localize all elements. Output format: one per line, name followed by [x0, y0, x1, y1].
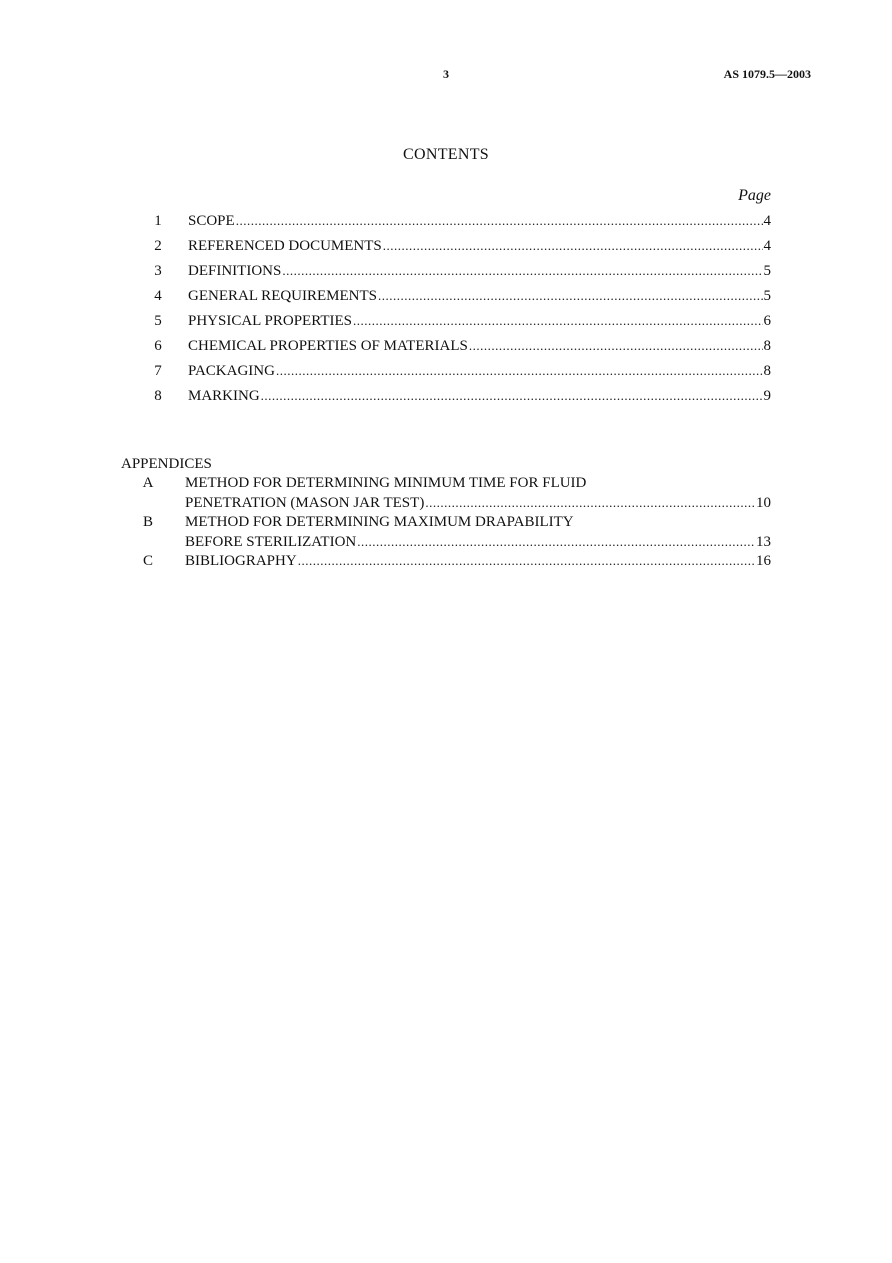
- toc-entry-number: 8: [154, 388, 162, 404]
- appendix-page: 13: [756, 534, 771, 550]
- toc-entry-number: 2: [154, 238, 162, 254]
- toc-entry-page: 5: [763, 288, 771, 304]
- toc-entry-referenced-documents[interactable]: [0, 235, 892, 260]
- dot-leader: [383, 238, 763, 254]
- toc-entry-number: 4: [154, 288, 162, 304]
- toc-entry-title: REFERENCED DOCUMENTS: [188, 238, 382, 254]
- appendix-title: BIBLIOGRAPHY: [185, 553, 297, 569]
- table-of-contents: [0, 210, 892, 410]
- dot-leader: [236, 213, 763, 229]
- toc-entry-marking[interactable]: [0, 385, 892, 410]
- toc-entry-packaging[interactable]: [0, 360, 892, 385]
- toc-entry-number: 5: [154, 313, 162, 329]
- toc-entry-page: 8: [763, 338, 771, 354]
- appendix-letter: C: [142, 553, 153, 569]
- toc-entry-title: GENERAL REQUIREMENTS: [188, 288, 378, 304]
- toc-entry-title: MARKING: [188, 388, 260, 404]
- toc-entry-scope[interactable]: [0, 210, 892, 235]
- toc-entry-number: 3: [154, 263, 162, 279]
- page-column-label: Page: [738, 187, 771, 204]
- contents-title: CONTENTS: [403, 146, 489, 163]
- toc-entry-page: 8: [763, 363, 771, 379]
- toc-entry-title: SCOPE: [188, 213, 235, 229]
- appendix-letter: B: [142, 514, 153, 530]
- toc-entry-number: 6: [154, 338, 162, 354]
- dot-leader: [353, 313, 763, 329]
- toc-entry-title: PACKAGING: [188, 363, 275, 379]
- toc-entry-page: 5: [763, 263, 771, 279]
- appendix-title-line1: METHOD FOR DETERMINING MAXIMUM DRAPABILITY: [185, 514, 574, 530]
- toc-entry-title: PHYSICAL PROPERTIES: [188, 313, 352, 329]
- appendix-page: 10: [756, 495, 771, 511]
- toc-entry-page: 4: [763, 213, 771, 229]
- dot-leader: [469, 338, 763, 354]
- dot-leader: [378, 288, 762, 304]
- toc-entry-page: 4: [763, 238, 771, 254]
- dot-leader: [298, 553, 755, 569]
- toc-entry-page: 6: [763, 313, 771, 329]
- dot-leader: [282, 263, 762, 279]
- appendix-title-line2: BEFORE STERILIZATION: [185, 534, 357, 550]
- appendix-title-line2: PENETRATION (MASON JAR TEST): [185, 495, 425, 511]
- document-id: AS 1079.5—2003: [723, 67, 811, 81]
- appendix-page: 16: [756, 553, 771, 569]
- dot-leader: [276, 363, 763, 379]
- toc-entry-page: 9: [763, 388, 771, 404]
- toc-entry-physical-properties[interactable]: [0, 310, 892, 335]
- appendix-letter: A: [142, 475, 154, 491]
- dot-leader: [261, 388, 763, 404]
- dot-leader: [357, 534, 755, 550]
- toc-entry-number: 1: [154, 213, 162, 229]
- dot-leader: [425, 495, 755, 511]
- page-number: 3: [443, 67, 449, 81]
- toc-entry-general-requirements[interactable]: [0, 285, 892, 310]
- toc-entry-chemical-properties[interactable]: [0, 335, 892, 360]
- toc-entry-definitions[interactable]: [0, 260, 892, 285]
- toc-entry-title: CHEMICAL PROPERTIES OF MATERIALS: [188, 338, 468, 354]
- appendices-heading: APPENDICES: [121, 456, 212, 472]
- toc-entry-number: 7: [154, 363, 162, 379]
- appendix-title-line1: METHOD FOR DETERMINING MINIMUM TIME FOR FLUID: [185, 475, 587, 491]
- toc-entry-title: DEFINITIONS: [188, 263, 282, 279]
